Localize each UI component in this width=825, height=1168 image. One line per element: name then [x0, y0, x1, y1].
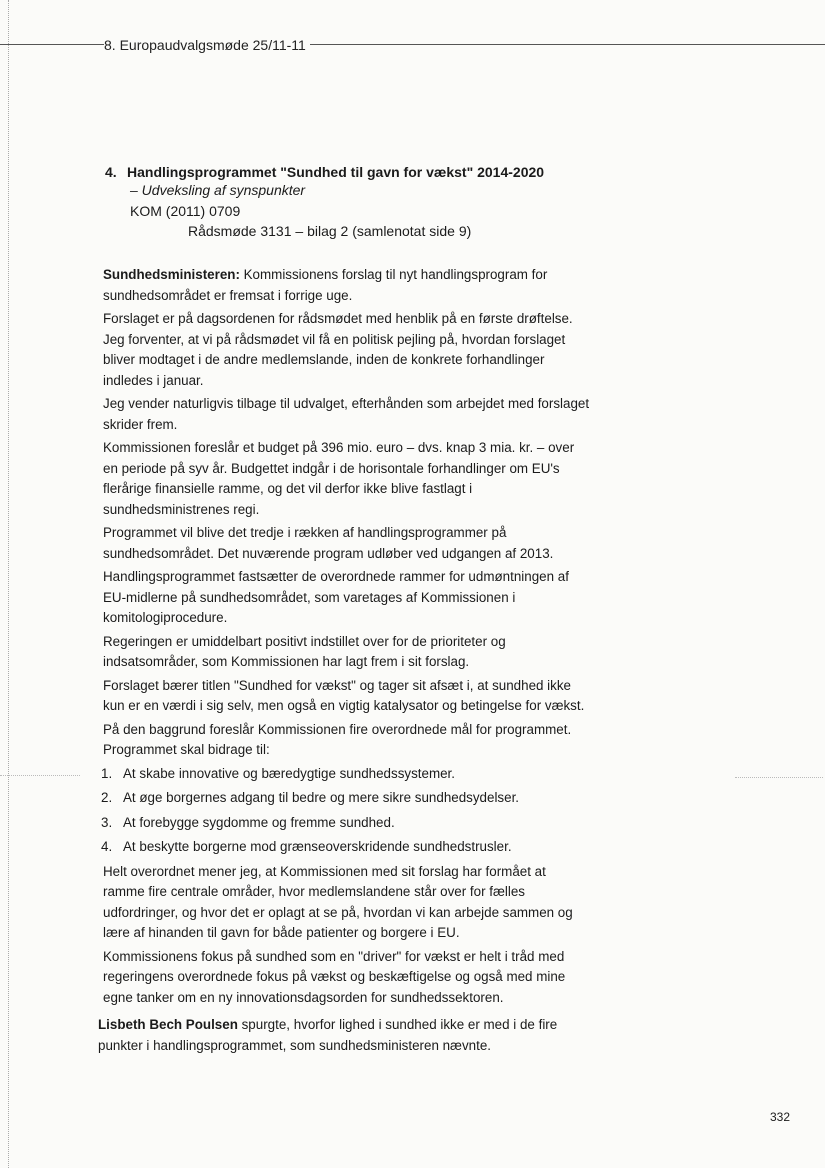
minister-intro — [103, 265, 591, 306]
paragraph: Helt overordnet mener jeg, at Kommissionen med sit forslag har formået at ramme fire centrale områder, hvor medlemslandene står over for fælles udfordringer, og hvor det er oplagt at se på, hvordan vi kan arbejde sammen og lære af hinanden til gavn for både patienter og borgere i EU. — [103, 863, 573, 940]
paragraph: Kommissionen foreslår et budget på 396 mio. euro – dvs. knap 3 mia. kr. – over en periode på syv år. Budgettet indgår i de horisontale forhandlinger om EU's flerårige finansielle ramme, og det vil derfor ikke blive fastlagt i sundhedsministrenes regi. — [103, 440, 575, 517]
reply-statement — [98, 1015, 588, 1056]
paragraph: Kommissionens fokus på sundhed som en "driver" for vækst er helt i tråd med regeringens overordnede fokus på vækst og beskæftigelse og også med mine egne tanker om en ny innovationsdagsorden for sundhedssektoren. — [103, 948, 566, 1005]
reply-text: spurgte, hvorfor lighed i sundhed ikke er med i de fire punkter i handlingsprogrammet, som sundhedsministeren nævnte. — [98, 1017, 558, 1053]
scan-edge-line — [8, 0, 9, 1168]
list-item — [103, 813, 591, 834]
agenda-item-subtitle: – Udveksling af synspunkter — [130, 182, 306, 198]
agenda-item-title-text: Handlingsprogrammet "Sundhed til gavn for vækst" 2014-2020 — [127, 164, 545, 180]
list-item — [103, 837, 591, 858]
meeting-reference: Rådsmøde 3131 – bilag 2 (samlenotat side 9) — [188, 223, 472, 239]
list-item-text: At øge borgernes adgang til bedre og mere sikre sundhedsydelser. — [123, 790, 520, 805]
intro-text: Kommissionens forslag til nyt handlingsprogram for sundhedsområdet er fremsat i forrige uge. — [103, 267, 548, 303]
list-item-number: 1. — [101, 765, 113, 781]
agenda-item-title — [105, 164, 705, 180]
paragraph: Jeg vender naturligvis tilbage til udvalget, efterhånden som arbejdet med forslaget skrider frem. — [103, 396, 590, 432]
page-number: 332 — [770, 1110, 791, 1124]
paragraph: Programmet vil blive det tredje i rækken af handlingsprogrammer på sundhedsområdet. Det nuværende program udløber ved udgangen af 2013. — [103, 525, 554, 561]
speaker-name: Sundhedsministeren: — [103, 267, 240, 282]
paragraph: På den baggrund foreslår Kommissionen fire overordnede mål for programmet. Programmet skal bidrage til: — [103, 721, 572, 757]
paragraph: Regeringen er umiddelbart positivt indstillet over for de prioriteter og indsatsområder, som Kommissionen har lagt frem i sit forslag. — [103, 633, 506, 669]
goals-list — [103, 764, 591, 858]
document-reference: KOM (2011) 0709 — [130, 203, 241, 219]
scan-mark-left — [0, 775, 80, 776]
list-item-number: 4. — [101, 839, 113, 854]
paragraph: Forslaget er på dagsordenen for rådsmødet med henblik på en første drøftelse. Jeg forventer, at vi på rådsmødet vil få en politisk pejling på, hvordan forslaget bliver modtaget i de andre medlemslande, inden de konkrete forhandlinger indledes i januar. — [103, 311, 573, 388]
list-item-text: At skabe innovative og bæredygtige sundhedssystemer. — [123, 765, 455, 781]
list-item — [103, 788, 591, 809]
list-item — [103, 764, 591, 785]
agenda-item-number: 4. — [105, 164, 117, 180]
paragraph: Handlingsprogrammet fastsætter de overordnede rammer for udmøntningen af EU-midlerne på sundhedsområdet, som varetages af Kommissionen i komitologiprocedure. — [103, 569, 569, 625]
scan-mark-right — [735, 777, 823, 778]
page-header: 8. Europaudvalgsmøde 25/11-11 — [104, 37, 310, 53]
reply-speaker-name: Lisbeth Bech Poulsen — [98, 1017, 238, 1032]
paragraph: Forslaget bærer titlen "Sundhed for vækst" og tager sit afsæt i, at sundhed ikke kun er en værdi i sig selv, men også en vigtig katalysator og betingelse for vækst. — [103, 677, 585, 713]
list-item-text: At beskytte borgerne mod grænseoverskridende sundhedstrusler. — [123, 839, 512, 854]
list-item-number: 2. — [101, 790, 113, 805]
list-item-number: 3. — [101, 814, 113, 830]
list-item-text: At forebygge sygdomme og fremme sundhed. — [123, 814, 395, 830]
minister-statement — [103, 265, 591, 1011]
